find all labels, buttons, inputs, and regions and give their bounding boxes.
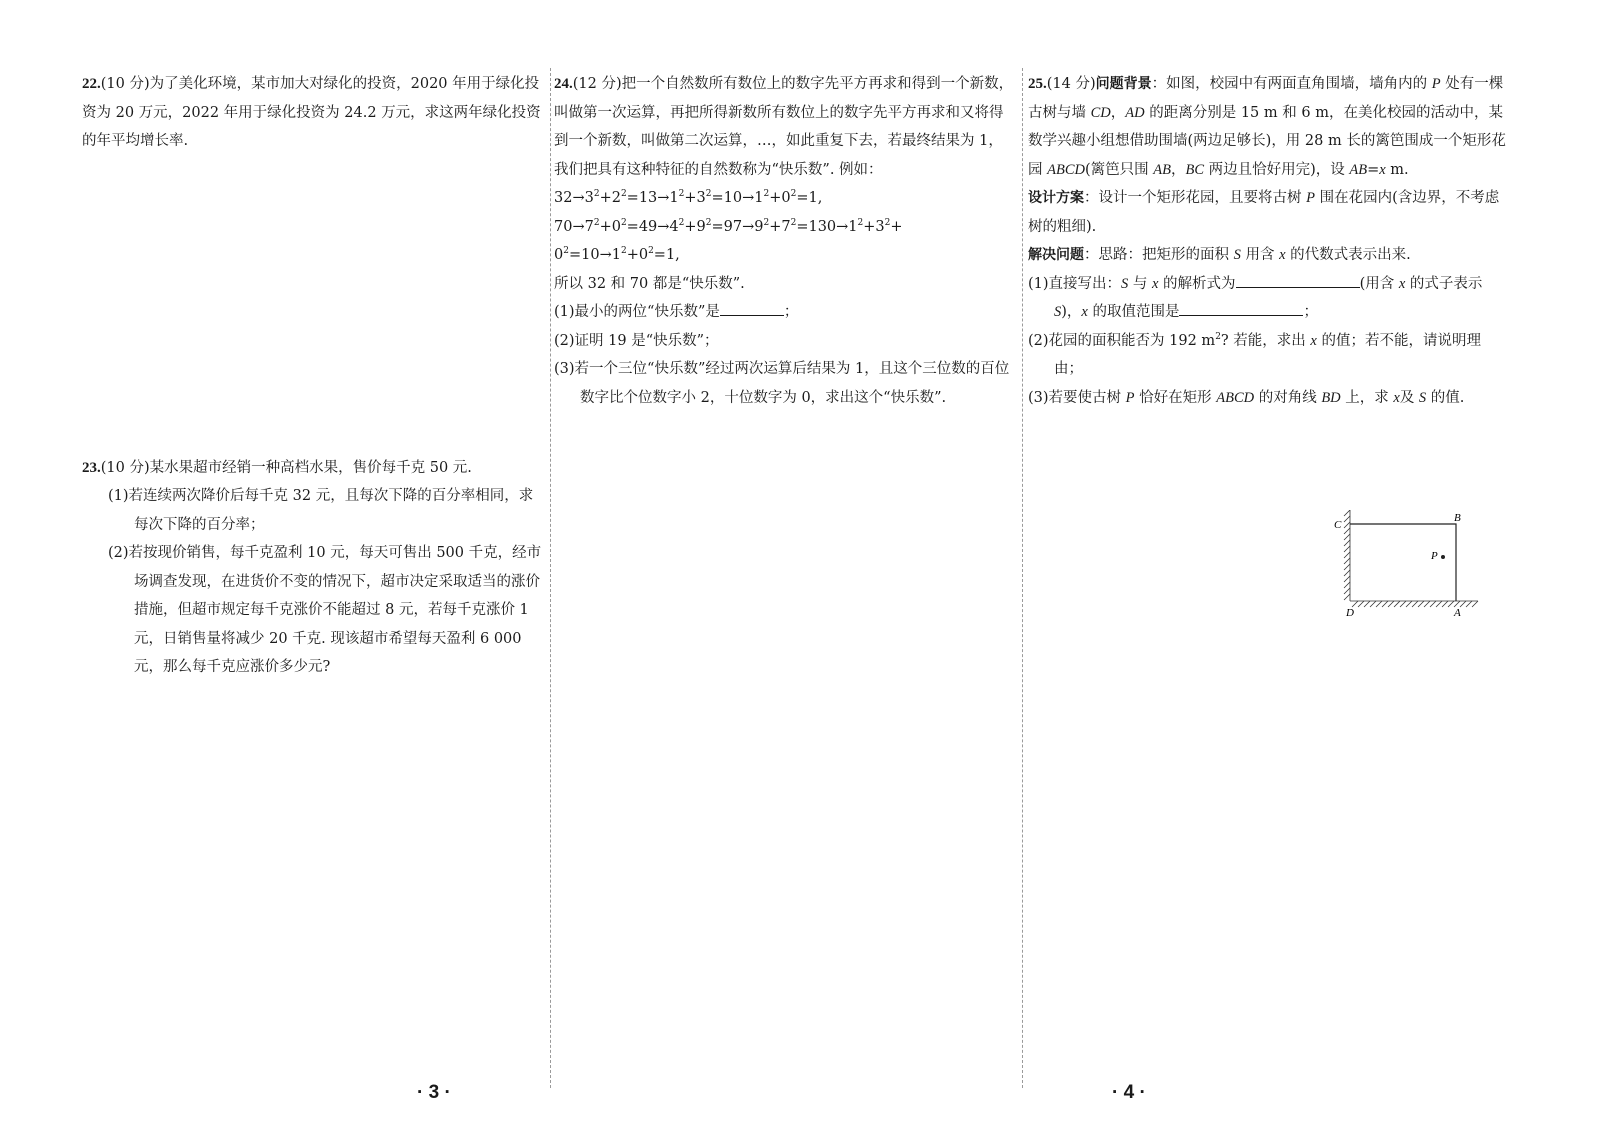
wall-hatch-vertical [1344,510,1350,601]
question-25-part-2: (2)花园的面积能否为 192 $m^2$? 若能，求出 x 的值；若不能，请说明理由； [1028,331,1481,377]
page-number-right: · 4 · [1112,1082,1146,1103]
column-divider [1022,68,1023,1088]
question-25-design: 设计方案：设计一个矩形花园，且要将古树 P 围在花园内(含边界，不考虑树的粗细). [1028,190,1500,235]
question-25-part-3: (3)若要使古树 P 恰好在矩形 ABCD 的对角线 BD 上，求 x及 S 的值. [1028,389,1465,406]
question-score: (12 分) [572,76,622,92]
page-number-left: · 3 · [417,1082,451,1103]
question-text: 某水果超市经销一种高档水果，售价每千克 50 元. [149,459,472,476]
label-a: A [1454,607,1461,619]
example-70: $70\to 7^2+0^2=49\to 4^2+9^2=97\to 9^2+7^2=130\to 1^2+3^2+$ [554,217,903,235]
column-left [82,70,542,682]
question-number: 23. [82,459,101,476]
label-p: P [1431,550,1438,562]
label-b: B [1454,512,1461,524]
question-number: 24. [554,76,573,92]
question-24-part-2: (2)证明 19 是“快乐数”； [554,332,719,349]
question-number: 25. [1028,76,1047,92]
question-24 [554,70,1014,184]
answer-blank[interactable] [1179,301,1303,316]
question-23-part-1: (1)若连续两次降价后每千克 32 元，且每次下降的百分率相同，求每次下降的百分率； [108,488,534,533]
question-23-part-2: (2)若按现价销售，每千克盈利 10 元，每天可售出 500 千克，经市场调查发现，在进货价不变的情况下，超市决定采取适当的涨价措施，但超市规定每千克涨价不能超过 8 元，若每千克涨价 1 元，日销售量将减少 20 千克. 现该超市希望每天盈利 6 000 元，那么每千克应涨价多少元? [108,545,542,675]
question-score: (10 分) [100,459,150,476]
question-25-solve: 解决问题：思路：把矩形的面积 S 用含 x 的代数式表示出来. [1028,247,1411,263]
answer-blank[interactable] [720,301,784,316]
question-score: (10 分) [100,76,150,92]
question-24-part-1: (1)最小的两位“快乐数”是 ； [554,298,1014,327]
answer-blank[interactable] [1236,273,1360,288]
question-23 [82,454,542,483]
question-22 [82,70,542,156]
fence-rectangle [1350,524,1456,601]
question-25-part-1: (1)直接写出：S 与 x 的解析式为 (用含 x 的式子表示 S)，x 的取值范围是 ； [1028,270,1508,327]
label-d: D [1346,607,1354,619]
column-middle [554,70,1014,412]
question-number: 22. [82,76,101,92]
garden-figure [1330,510,1490,620]
label-c: C [1334,519,1342,531]
question-text: 把一个自然数所有数位上的数字先平方再求和得到一个新数，叫做第一次运算，再把所得新数所有数位上的数字先平方再求和又将得到一个新数，叫做第二次运算，…，如此重复下去，若最终结果为 1，我们把具有这种特征的自然数称为“快乐数”. 例如： [554,76,1014,178]
question-25-background: 25.(14 分)问题背景：如图，校园中有两面直角围墙，墙角内的 P 处有一棵古树与墙 CD，AD 的距离分别是 15 m 和 6 m，在美化校园的活动中，某数学兴趣小组想借助围墙(两边足够长)，用 28 m 长的篱笆围成一个矩形花园 ABCD(篱笆只围 AB，BC 两边且恰好用完)，设 AB=x m. [1028,76,1506,178]
tree-point [1441,555,1445,559]
column-right [1028,70,1508,412]
example-70-continued: $0^2=10\to 1^2+0^2=1$, [554,246,680,263]
example-conclusion: 所以 32 和 70 都是“快乐数”. [554,275,745,292]
question-24-part-3: (3)若一个三位“快乐数”经过两次运算后结果为 1，且这个三位数的百位数字比个位数字小 2，十位数字为 0，求出这个“快乐数”. [554,361,1010,406]
example-32: $32\to 3^2+2^2=13\to 1^2+3^2=10\to 1^2+0^2=1$, [554,189,823,206]
question-text: 为了美化环境，某市加大对绿化的投资，2020 年用于绿化投资为 20 万元，2022 年用于绿化投资为 24.2 万元，求这两年绿化投资的年平均增长率. [82,76,541,149]
column-divider [550,68,551,1088]
